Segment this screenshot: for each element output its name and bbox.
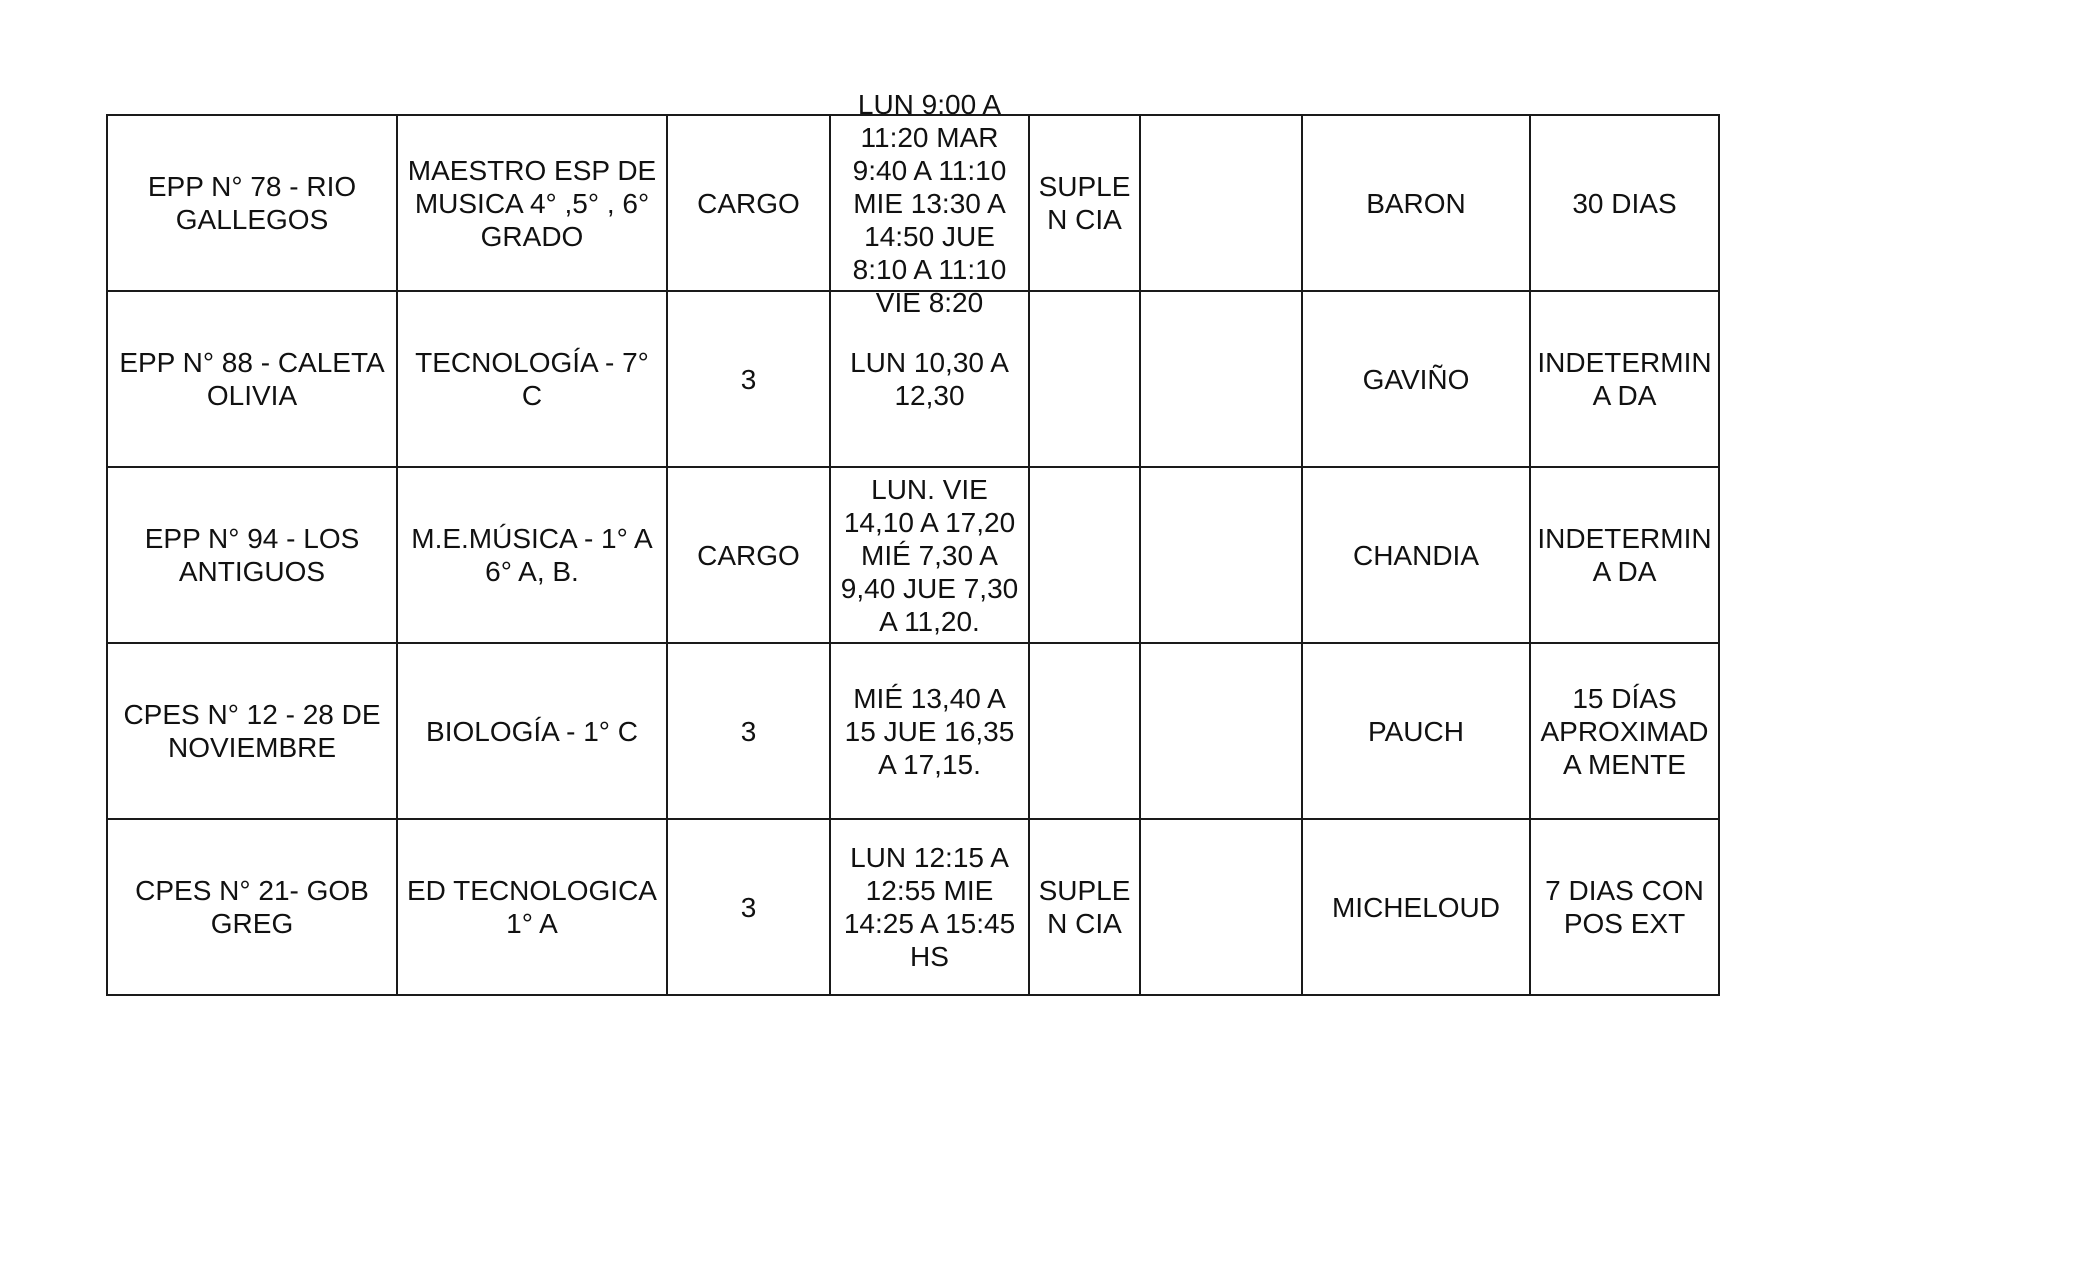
schedule-text: MIÉ 13,40 A 15 JUE 16,35 A 17,15.	[844, 682, 1015, 780]
hours-cell	[667, 467, 830, 643]
teacher-cell	[1302, 819, 1530, 995]
school-cell	[107, 467, 397, 643]
subject-cell	[397, 115, 667, 291]
teacher-cell	[1302, 643, 1530, 819]
duration-cell	[1530, 467, 1719, 643]
school-text: CPES N° 21- GOB GREG	[135, 875, 369, 939]
schedule-text: LUN 10,30 A 12,30	[850, 347, 1009, 411]
hours-text: CARGO	[697, 539, 800, 571]
duration-cell	[1530, 819, 1719, 995]
subject-text: MAESTRO ESP DE MUSICA 4° ,5° , 6° GRADO	[407, 154, 657, 252]
subject-text: TECNOLOGÍA - 7° C	[415, 347, 649, 411]
hours-text: 3	[740, 363, 757, 395]
duration-cell	[1530, 291, 1719, 467]
vacancies-table	[106, 88, 1720, 996]
teacher-text: MICHELOUD	[1331, 891, 1500, 923]
teacher-cell	[1302, 467, 1530, 643]
subject-cell	[397, 467, 667, 643]
schedule-cell	[830, 643, 1029, 819]
table-row	[107, 467, 1719, 643]
hours-text: 3	[740, 715, 757, 747]
teacher-text: CHANDIA	[1352, 539, 1479, 571]
school-text: EPP N° 94 - LOS ANTIGUOS	[144, 523, 360, 587]
blank-cell	[1140, 115, 1302, 291]
duration-text: 30 DIAS	[1572, 187, 1677, 219]
teacher-cell	[1302, 115, 1530, 291]
type-text: SUPLEN CIA	[1038, 171, 1131, 235]
teacher-cell	[1302, 291, 1530, 467]
subject-text: BIOLOGÍA - 1° C	[426, 715, 638, 747]
duration-text: INDETERMINA DA	[1537, 347, 1712, 411]
duration-text: INDETERMINA DA	[1537, 523, 1712, 587]
subject-cell	[397, 819, 667, 995]
school-cell	[107, 291, 397, 467]
teacher-text: PAUCH	[1368, 715, 1464, 747]
blank-cell	[1140, 819, 1302, 995]
subject-cell	[397, 643, 667, 819]
type-cell	[1029, 643, 1140, 819]
subject-text: ED TECNOLOGICA 1° A	[407, 875, 657, 939]
table-row	[107, 819, 1719, 995]
subject-cell	[397, 291, 667, 467]
table-row	[107, 115, 1719, 291]
type-cell	[1029, 819, 1140, 995]
type-cell	[1029, 467, 1140, 643]
schedule-cell	[830, 88, 1029, 318]
hours-cell	[667, 115, 830, 291]
hours-cell	[667, 643, 830, 819]
duration-cell	[1530, 643, 1719, 819]
teacher-text: GAVIÑO	[1362, 363, 1470, 395]
school-cell	[107, 115, 397, 291]
type-cell	[1029, 115, 1140, 291]
school-cell	[107, 643, 397, 819]
type-text: SUPLEN CIA	[1038, 875, 1131, 939]
schedule-text: LUN 12:15 A 12:55 MIE 14:25 A 15:45 HS	[843, 842, 1016, 972]
duration-cell	[1530, 115, 1719, 291]
table-row	[107, 643, 1719, 819]
blank-cell	[1140, 467, 1302, 643]
schedule-text: LUN. VIE 14,10 A 17,20 MIÉ 7,30 A 9,40 JUE 7,30 A 11,20.	[840, 473, 1019, 637]
school-cell	[107, 819, 397, 995]
duration-text: 15 DÍAS APROXIMADA MENTE	[1540, 682, 1709, 780]
type-cell	[1029, 291, 1140, 467]
hours-text: 3	[740, 891, 757, 923]
duration-text: 7 DIAS CON POS EXT	[1545, 875, 1704, 939]
school-text: EPP N° 88 - CALETA OLIVIA	[119, 347, 385, 411]
subject-text: M.E.MÚSICA - 1° A 6° A, B.	[411, 523, 653, 587]
hours-text: CARGO	[697, 187, 800, 219]
schedule-text: LUN 9:00 A 11:20 MAR 9:40 A 11:10 MIE 13:30 A 14:50 JUE 8:10 A 11:10 VIE 8:20	[852, 88, 1007, 318]
hours-cell	[667, 291, 830, 467]
schedule-cell	[830, 819, 1029, 995]
school-text: EPP N° 78 - RIO GALLEGOS	[147, 171, 357, 235]
teacher-text: BARON	[1366, 187, 1466, 219]
schedule-cell	[830, 467, 1029, 643]
school-text: CPES N° 12 - 28 DE NOVIEMBRE	[123, 699, 381, 763]
blank-cell	[1140, 643, 1302, 819]
hours-cell	[667, 819, 830, 995]
blank-cell	[1140, 291, 1302, 467]
